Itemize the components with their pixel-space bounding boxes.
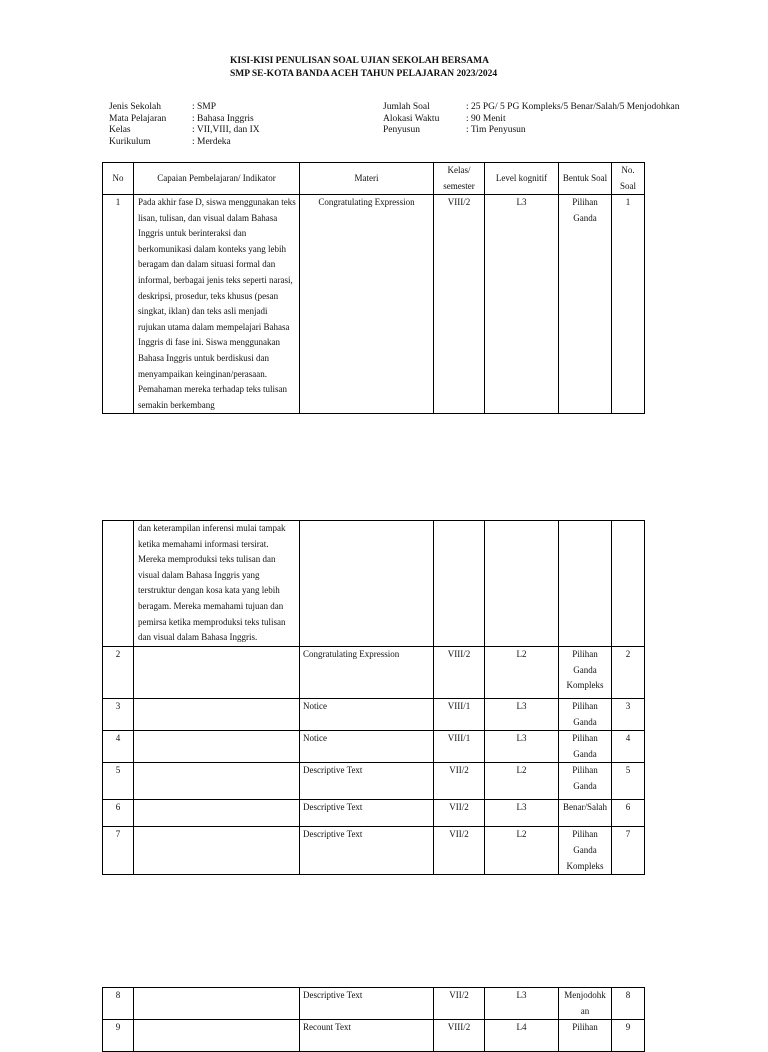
table-row xyxy=(103,521,645,647)
info-right xyxy=(383,102,679,137)
cell-nosoal: 6 xyxy=(612,800,645,827)
header-no: No xyxy=(103,163,134,195)
cell-no: 2 xyxy=(103,647,134,699)
cell-capaian xyxy=(134,800,300,827)
info-row xyxy=(109,125,260,137)
cell-capaian-continued: dan keterampilan inferensi mulai tampak ketika memahami informasi tersirat. Mereka memproduksi teks tulisan dan visual dalam Bahasa Inggris yang terstruktur dengan kosa kata yang lebih beragam. Mereka memahami tujuan dan pemirsa ketika memproduksi teks tulisan dan visual dalam Bahasa Inggris. xyxy=(134,521,300,647)
cell-bentuk: Pilihan Ganda xyxy=(559,763,612,800)
cell-nosoal: 9 xyxy=(612,1020,645,1052)
cell-nosoal: 3 xyxy=(612,699,645,731)
header-nosoal-line-2: Soal xyxy=(619,180,636,191)
cell-level xyxy=(485,521,559,647)
info-key: Jenis Sekolah xyxy=(109,102,161,112)
cell-materi: Descriptive Text xyxy=(300,988,434,1020)
info-value: : Tim Penyusun xyxy=(466,125,526,135)
cell-nosoal: 8 xyxy=(612,988,645,1020)
header-bentuk: Bentuk Soal xyxy=(559,163,612,195)
cell-bentuk: Pilihan Ganda Kompleks xyxy=(559,647,612,699)
cell-bentuk: Pilihan Ganda xyxy=(559,195,612,414)
cell-capaian: Pada akhir fase D, siswa menggunakan teks lisan, tulisan, dan visual dalam Bahasa Inggris untuk berinteraksi dan berkomunikasi dalam konteks yang lebih beragam dan dalam situasi formal dan informal, berbagai jenis teks seperti narasi, deskripsi, prosedur, teks khusus (pesan singkat, iklan) dan teks asli menjadi rujukan utama dalam mempelajari Bahasa Inggris di fase ini. Siswa menggunakan Bahasa Inggris untuk berdiskusi dan menyampaikan keinginan/perasaan. Pemahaman mereka terhadap teks tulisan semakin berkembang xyxy=(134,195,300,414)
cell-kelas: VIII/2 xyxy=(434,195,485,414)
cell-level: L3 xyxy=(485,195,559,414)
cell-capaian xyxy=(134,647,300,699)
info-value: : Bahasa Inggris xyxy=(192,113,254,124)
cell-level: L3 xyxy=(485,699,559,731)
cell-kelas: VIII/2 xyxy=(434,647,485,699)
table-row xyxy=(103,827,645,875)
cell-materi: Notice xyxy=(300,731,434,763)
cell-no: 7 xyxy=(103,827,134,875)
cell-materi: Descriptive Text xyxy=(300,763,434,800)
cell-bentuk: Pilihan xyxy=(559,1020,612,1052)
info-row xyxy=(383,125,679,137)
info-key: Kelas xyxy=(109,125,131,135)
table-row xyxy=(103,988,645,1020)
cell-capaian xyxy=(134,699,300,731)
cell-level: L3 xyxy=(485,800,559,827)
cell-kelas: VII/2 xyxy=(434,763,485,800)
cell-no: 1 xyxy=(103,195,134,414)
info-key: Kurikulum xyxy=(109,136,151,147)
cell-kelas: VIII/2 xyxy=(434,1020,485,1052)
document-title xyxy=(230,55,497,80)
table-row xyxy=(103,1020,645,1052)
table-row xyxy=(103,647,645,699)
cell-level: L2 xyxy=(485,647,559,699)
cell-capaian xyxy=(134,731,300,763)
header-nosoal-line-1: No. xyxy=(621,165,635,175)
header-kelas-line-1: Kelas/ xyxy=(447,165,471,175)
cell-kelas: VII/2 xyxy=(434,988,485,1020)
cell-level: L4 xyxy=(485,1020,559,1052)
cell-no: 5 xyxy=(103,763,134,800)
cell-capaian xyxy=(134,1020,300,1052)
info-row xyxy=(109,137,260,149)
cell-nosoal: 5 xyxy=(612,763,645,800)
cell-kelas: VIII/1 xyxy=(434,699,485,731)
cell-kelas xyxy=(434,521,485,647)
cell-no: 6 xyxy=(103,800,134,827)
header-nosoal xyxy=(612,163,645,195)
cell-level: L2 xyxy=(485,763,559,800)
info-row xyxy=(383,114,679,126)
cell-kelas: VII/2 xyxy=(434,800,485,827)
info-value: : SMP xyxy=(192,102,217,112)
kisi-table-page-3 xyxy=(102,987,645,1052)
cell-capaian xyxy=(134,763,300,800)
header-materi: Materi xyxy=(300,163,434,195)
cell-no xyxy=(103,521,134,647)
cell-kelas: VIII/1 xyxy=(434,731,485,763)
cell-materi: Notice xyxy=(300,699,434,731)
cell-no: 8 xyxy=(103,988,134,1020)
info-value: : Merdeka xyxy=(192,136,231,147)
title-line-2: SMP SE-KOTA BANDA ACEH TAHUN PELAJARAN 2023/2024 xyxy=(230,68,498,79)
cell-bentuk: Pilihan Ganda xyxy=(559,699,612,731)
info-key: Jumlah Soal xyxy=(383,102,430,112)
info-key: Penyusun xyxy=(383,125,420,135)
cell-bentuk: Pilihan Ganda Kompleks xyxy=(559,827,612,875)
cell-no: 4 xyxy=(103,731,134,763)
cell-bentuk: Benar/Salah xyxy=(559,800,612,827)
title-line-1: KISI-KISI PENULISAN SOAL UJIAN SEKOLAH BERSAMA xyxy=(230,56,489,66)
info-left xyxy=(109,102,260,148)
cell-no: 9 xyxy=(103,1020,134,1052)
info-value: : VII,VIII, dan IX xyxy=(192,125,260,135)
cell-materi: Congratulating Expression xyxy=(300,647,434,699)
cell-nosoal: 1 xyxy=(612,195,645,414)
cell-materi: Descriptive Text xyxy=(300,800,434,827)
info-key: Alokasi Waktu xyxy=(383,113,440,124)
cell-bentuk xyxy=(559,521,612,647)
info-row xyxy=(109,102,260,114)
header-kelas-line-2: semester xyxy=(443,180,475,191)
header-capaian: Capaian Pembelajaran/ Indikator xyxy=(134,163,300,195)
kisi-table-page-1 xyxy=(102,162,645,414)
cell-kelas: VII/2 xyxy=(434,827,485,875)
cell-materi xyxy=(300,521,434,647)
kisi-table-page-2 xyxy=(102,520,645,875)
cell-level: L3 xyxy=(485,731,559,763)
cell-no: 3 xyxy=(103,699,134,731)
table-row xyxy=(103,731,645,763)
cell-nosoal: 4 xyxy=(612,731,645,763)
cell-materi: Congratulating Expression xyxy=(300,195,434,414)
info-row xyxy=(383,102,679,114)
cell-materi: Recount Text xyxy=(300,1020,434,1052)
header-kelas xyxy=(434,163,485,195)
cell-nosoal xyxy=(612,521,645,647)
cell-level: L2 xyxy=(485,827,559,875)
cell-capaian xyxy=(134,988,300,1020)
cell-nosoal: 2 xyxy=(612,647,645,699)
cell-level: L3 xyxy=(485,988,559,1020)
cell-bentuk: Menjodohk an xyxy=(559,988,612,1020)
info-value: : 25 PG/ 5 PG Kompleks/5 Benar/Salah/5 Menjodohkan xyxy=(466,102,680,112)
table-header-row xyxy=(103,163,645,195)
info-key: Mata Pelajaran xyxy=(109,113,167,124)
table-row xyxy=(103,195,645,414)
cell-nosoal: 7 xyxy=(612,827,645,875)
table-row xyxy=(103,800,645,827)
table-row xyxy=(103,699,645,731)
info-row xyxy=(109,114,260,126)
cell-bentuk: Pilihan Ganda xyxy=(559,731,612,763)
header-level: Level kognitif xyxy=(485,163,559,195)
cell-materi: Descriptive Text xyxy=(300,827,434,875)
info-value: : 90 Menit xyxy=(466,113,506,124)
table-row xyxy=(103,763,645,800)
cell-capaian xyxy=(134,827,300,875)
